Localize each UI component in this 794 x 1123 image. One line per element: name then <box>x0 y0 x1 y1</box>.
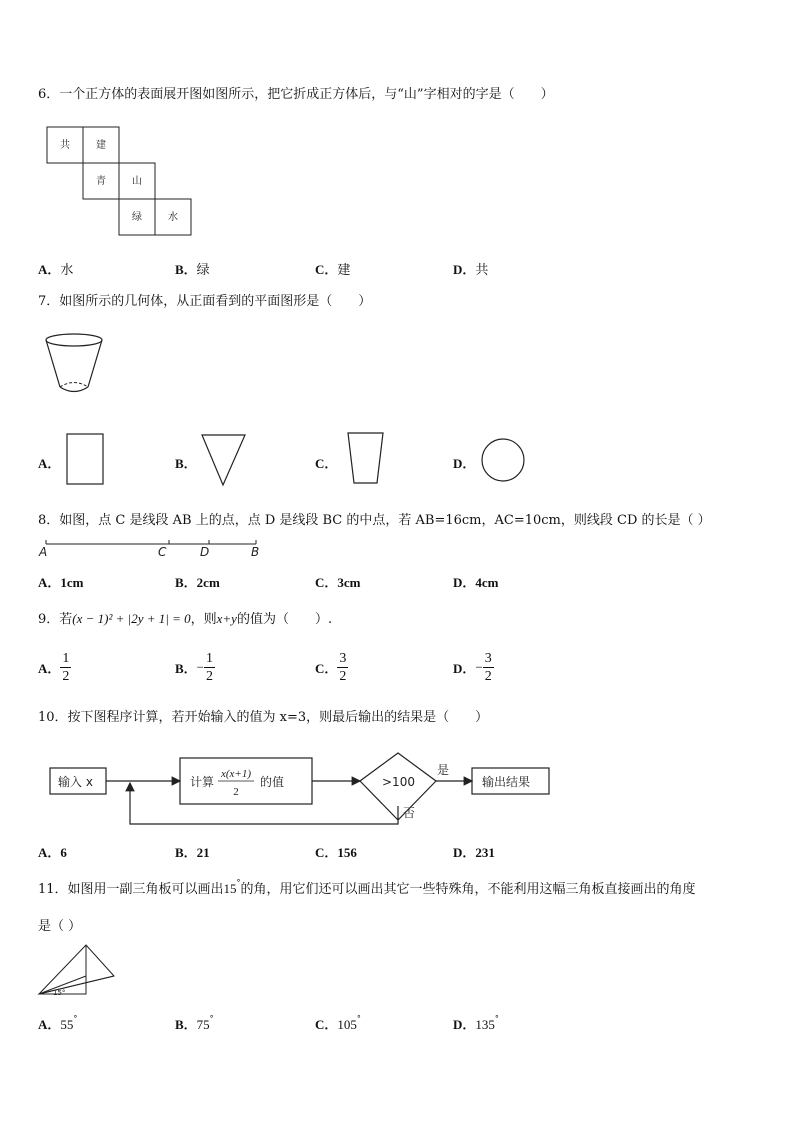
q11-option-b[interactable]: B．75° <box>175 1014 214 1032</box>
q11-text-line1: 11．如图用一副三角板可以画出15°的角，用它们还可以画出其它一些特殊角，不能利用这幅三角板直接画出的角度 <box>38 878 696 897</box>
cube-net-figure <box>46 126 192 236</box>
q11-option-a[interactable]: A．55° <box>38 1014 78 1032</box>
option-d-circle-shape[interactable] <box>479 436 527 484</box>
flow-compute-denominator: 2 <box>233 786 239 798</box>
q8-option-a[interactable]: A．1cm <box>38 575 84 590</box>
q11-text-line2: 是（ ） <box>38 919 82 934</box>
flow-yes-label: 是 <box>437 763 450 777</box>
net-char-2: 建 <box>96 140 106 151</box>
q9-option-b[interactable]: B．− $\frac{1}{2}$ <box>175 651 214 684</box>
q8-text: 8．如图，点 C 是线段 AB 上的点，点 D 是线段 BC 的中点，若 AB=16cm，AC=10cm，则线段 CD 的长是（ ） <box>38 513 711 528</box>
q8-option-d[interactable]: D．4cm <box>453 575 499 590</box>
point-c-label: C <box>158 545 167 559</box>
point-b-label: B <box>251 545 260 559</box>
q7-option-d-label[interactable]: D． <box>453 456 476 471</box>
point-a-label: A <box>39 545 48 559</box>
angle-15-label: 15° <box>53 989 66 997</box>
net-char-3: 青 <box>96 176 106 187</box>
q9-option-c[interactable]: C． $\frac{3}{2}$ <box>315 651 347 684</box>
q8-option-b[interactable]: B．2cm <box>175 575 220 590</box>
q9-text: 9．若(x − 1)² + |2y + 1| = 0，则x+y的值为（ ）. <box>38 611 333 627</box>
q10-text: 10．按下图程序计算，若开始输入的值为 x=3，则最后输出的结果是（ ） <box>38 710 489 725</box>
option-c-trapezoid-shape[interactable] <box>346 431 386 487</box>
q6-option-d[interactable]: D．共 <box>453 262 489 278</box>
option-b-triangle-shape[interactable] <box>200 432 248 488</box>
q10-option-c[interactable]: C．156 <box>315 845 357 860</box>
q8-option-c[interactable]: C．3cm <box>315 575 361 590</box>
q10-option-d[interactable]: D．231 <box>453 845 495 860</box>
flow-no-label: 否 <box>403 806 416 820</box>
point-d-label: D <box>200 545 210 559</box>
line-segment-figure <box>38 536 268 560</box>
q11-option-c[interactable]: C．105° <box>315 1014 361 1032</box>
q7-option-a-label[interactable]: A． <box>38 456 61 471</box>
flow-compute-numerator: x(x+1) <box>220 768 252 780</box>
net-char-4: 山 <box>132 176 142 187</box>
flowchart-figure <box>46 750 556 830</box>
net-char-1: 共 <box>60 140 70 151</box>
flow-input-label: 输入 x <box>58 775 93 789</box>
q7-option-c-label[interactable]: C． <box>315 456 338 471</box>
q10-option-b[interactable]: B．21 <box>175 845 210 860</box>
q10-option-a[interactable]: A．6 <box>38 845 67 860</box>
flow-output-label: 输出结果 <box>482 775 531 789</box>
q6-option-b[interactable]: B．绿 <box>175 262 210 278</box>
q7-option-b-label[interactable]: B． <box>175 456 197 471</box>
q9-option-a[interactable]: A． $\frac{1}{2}$ <box>38 651 70 684</box>
net-char-6: 水 <box>168 212 178 223</box>
flow-compute-prefix: 计算 <box>190 775 215 789</box>
q6-option-a[interactable]: A．水 <box>38 262 74 278</box>
flow-compute-suffix: 的值 <box>260 775 285 789</box>
option-a-rectangle-shape[interactable] <box>66 433 106 487</box>
cup-solid-figure <box>44 330 106 398</box>
flow-condition-label: >100 <box>382 775 415 789</box>
triangle-rulers-figure <box>36 942 118 1000</box>
q7-text: 7．如图所示的几何体，从正面看到的平面图形是（ ） <box>38 294 372 309</box>
q11-option-d[interactable]: D．135° <box>453 1014 499 1032</box>
net-char-5: 绿 <box>132 212 142 223</box>
q6-option-c[interactable]: C．建 <box>315 262 351 278</box>
q9-option-d[interactable]: D．− $\frac{3}{2}$ <box>453 651 492 684</box>
q6-text: 6．一个正方体的表面展开图如图所示，把它折成正方体后，与“山”字相对的字是（ ） <box>38 87 554 102</box>
q9-formula: (x − 1)² + |2y + 1| = 0 <box>72 611 191 626</box>
